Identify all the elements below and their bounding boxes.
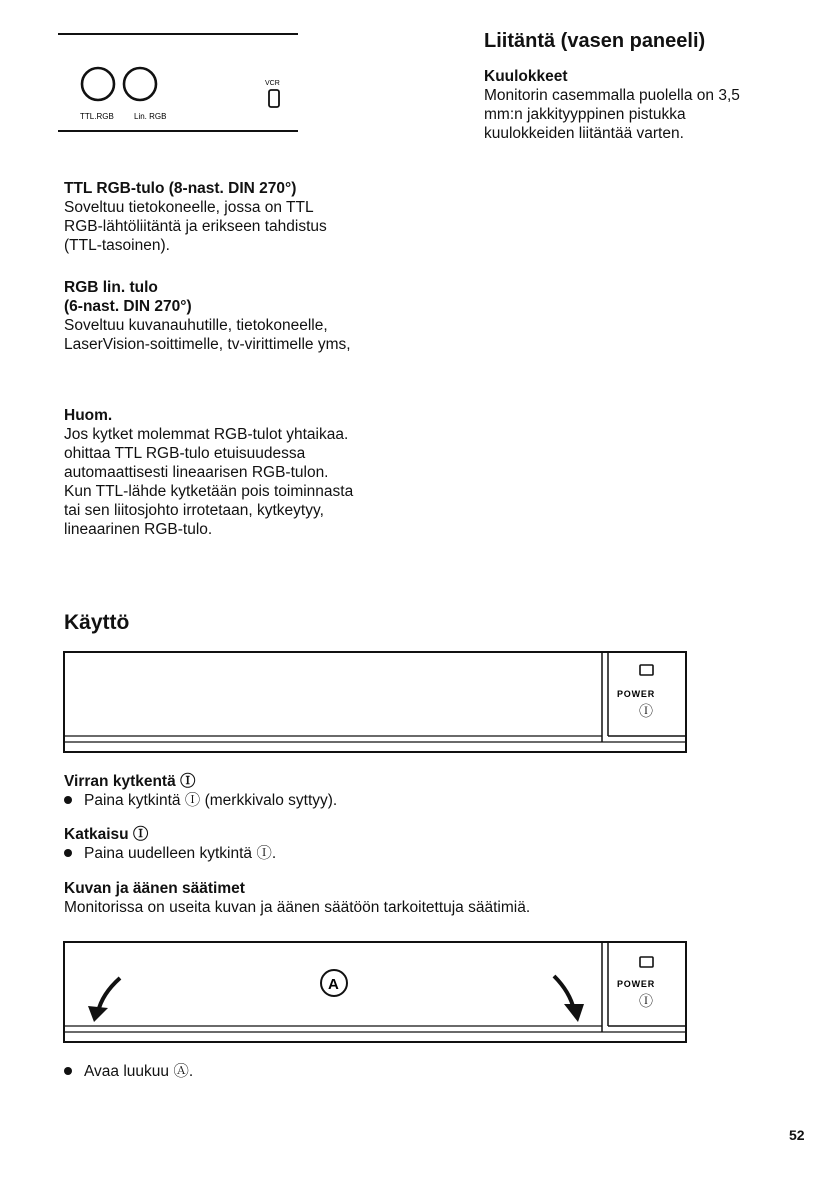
power-label: POWER	[617, 979, 656, 989]
monitor-door-illustration	[62, 940, 690, 1046]
note-line: tai sen liitosjohto irrotetaan, kytkeytyy,	[64, 502, 324, 519]
ttl-rgb-socket-label: TTL.RGB	[80, 112, 114, 121]
power-indicator-icon	[640, 665, 653, 675]
monitor-door-drawing	[62, 940, 690, 1046]
connector-panel-drawing	[58, 32, 300, 134]
note-section	[64, 406, 444, 539]
vcr-switch-label: VCR	[265, 80, 280, 87]
note-line: Kun TTL-lähde kytketään pois toiminnasta	[64, 483, 354, 500]
monitor-front-illustration	[62, 650, 690, 756]
controls-heading: Kuvan ja äänen säätimet	[64, 880, 245, 897]
power-off-step: Paina uudelleen kytkintä Ⓘ.	[64, 844, 624, 863]
power-label: POWER	[617, 689, 656, 699]
headphones-heading: Kuulokkeet	[484, 68, 568, 85]
connector-panel-illustration	[58, 32, 300, 134]
ttl-input-line: Soveltuu tietokoneelle, jossa on TTL	[64, 199, 314, 216]
headphones-line: mm:n jakkityyppinen pistukka	[484, 106, 686, 123]
right-section-title: Liitäntä (vasen paneeli)	[484, 30, 706, 52]
power-section	[64, 772, 624, 917]
power-on-heading: Virran kytkentä Ⓘ	[64, 773, 196, 790]
note-heading: Huom.	[64, 407, 113, 424]
note-line: Jos kytket molemmat RGB-tulot yhtaikaa.	[64, 426, 349, 443]
lin-rgb-socket-label: Lin. RGB	[134, 112, 167, 121]
rgb-lin-heading: RGB lin. tulo	[64, 279, 158, 296]
open-door-section	[64, 1062, 193, 1081]
rgb-lin-line: LaserVision-soittimelle, tv-virittimelle yms,	[64, 336, 351, 353]
usage-title: Käyttö	[64, 611, 130, 634]
page-number: 52	[789, 1127, 805, 1143]
headphones-line: kuulokkeiden liitäntää varten.	[484, 125, 684, 142]
power-off-heading: Katkaisu Ⓘ	[64, 826, 149, 843]
controls-text: Monitorissa on useita kuvan ja äänen säätöön tarkoitettuja säätimiä.	[64, 899, 531, 916]
note-line: automaattisesti lineaarisen RGB-tulon.	[64, 464, 329, 481]
rgb-lin-input-section	[64, 278, 444, 354]
open-door-step: Avaa luukuu Ⓐ.	[64, 1062, 193, 1081]
power-switch-symbol: Ⓘ	[639, 703, 653, 719]
right-section	[484, 30, 824, 143]
rgb-lin-subheading: (6-nast. DIN 270°)	[64, 298, 192, 315]
ttl-rgb-socket-icon	[82, 68, 114, 100]
rgb-lin-line: Soveltuu kuvanauhutille, tietokoneelle,	[64, 317, 328, 334]
ttl-input-line: RGB-lähtöliitäntä ja erikseen tahdistus	[64, 218, 327, 235]
vcr-switch-icon	[269, 90, 279, 107]
note-line: ohittaa TTL RGB-tulo etuisuudessa	[64, 445, 306, 462]
ttl-input-section	[64, 179, 424, 255]
power-on-step: Paina kytkintä Ⓘ (merkkivalo syttyy).	[64, 791, 624, 810]
headphones-line: Monitorin casemmalla puolella on 3,5	[484, 87, 740, 104]
power-indicator-icon	[640, 957, 653, 967]
ttl-input-line: (TTL-tasoinen).	[64, 237, 170, 254]
ttl-input-heading: TTL RGB-tulo (8-nast. DIN 270°)	[64, 180, 297, 197]
note-line: lineaarinen RGB-tulo.	[64, 521, 213, 538]
lin-rgb-socket-icon	[124, 68, 156, 100]
arrow-down-left-icon	[98, 978, 120, 1012]
power-switch-symbol: Ⓘ	[639, 993, 653, 1009]
door-a-label: A	[328, 976, 339, 993]
monitor-front-drawing	[62, 650, 690, 756]
